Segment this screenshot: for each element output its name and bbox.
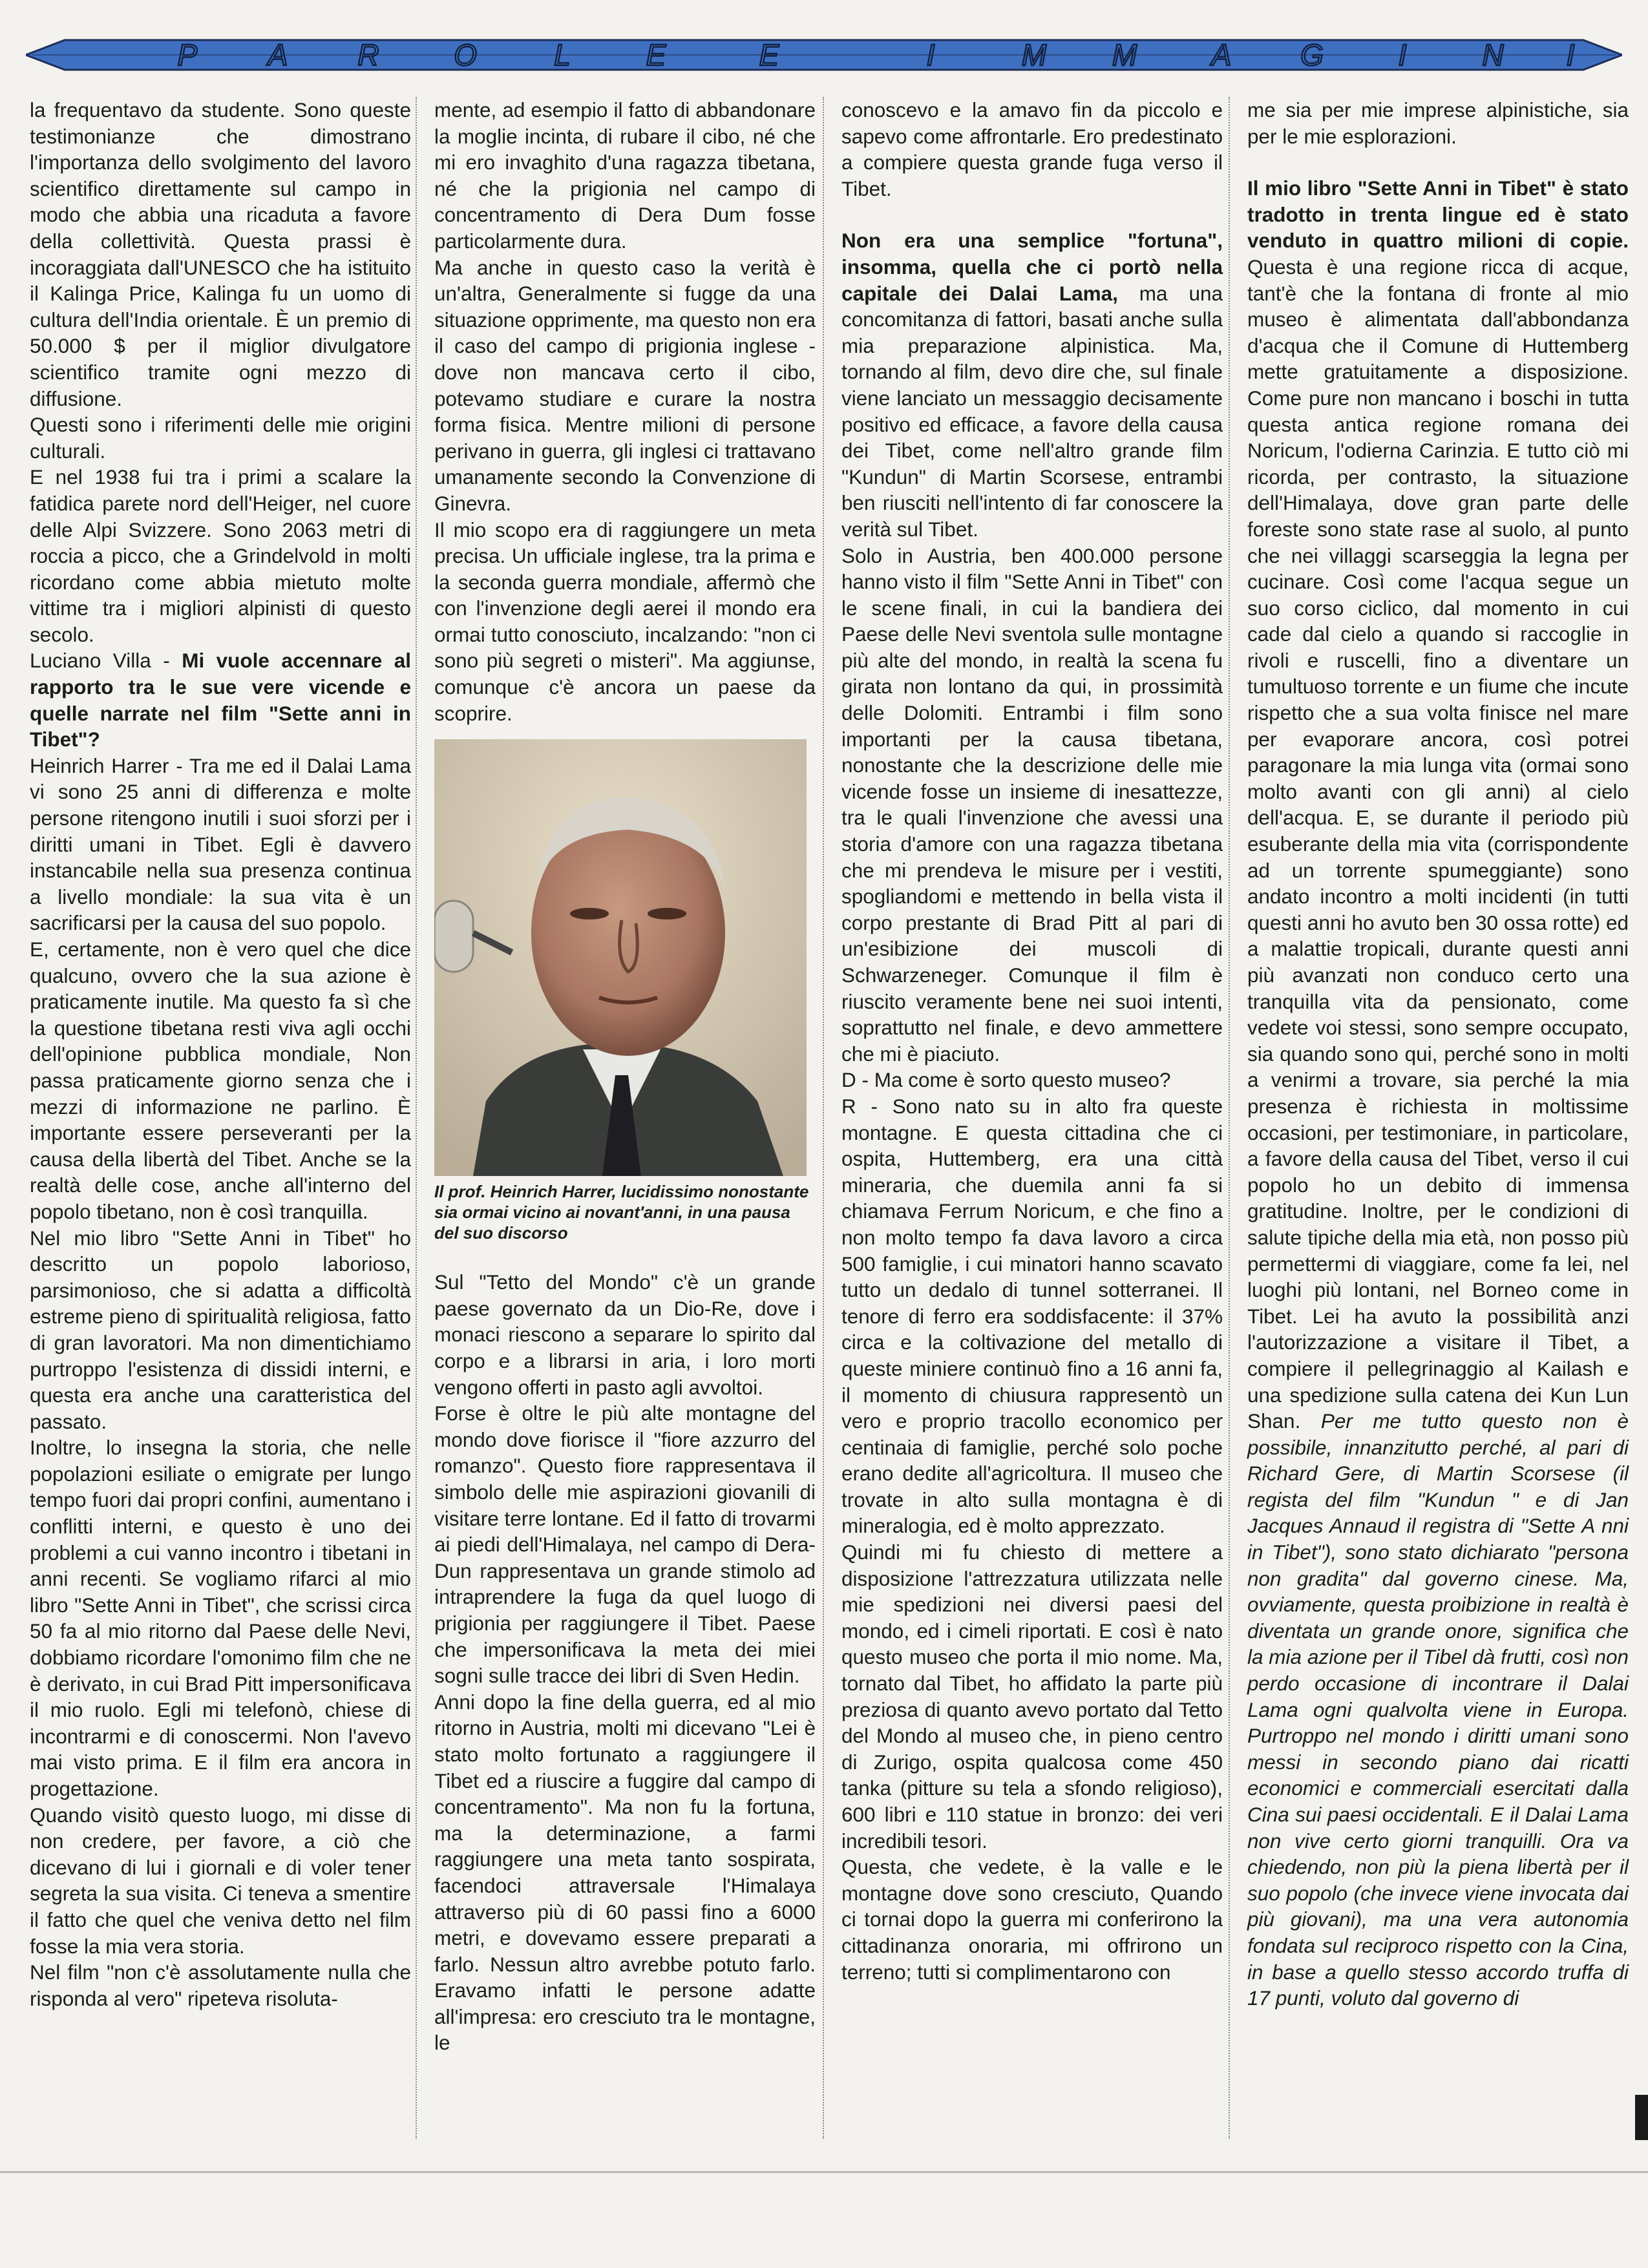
paragraph-text: Luciano Villa - [30, 649, 182, 673]
article-paragraph [30, 1959, 411, 2011]
bottom-rule [0, 2171, 1648, 2173]
article-paragraph [434, 255, 816, 517]
article-paragraph [841, 1539, 1223, 1854]
paragraph-text: Questa, che vedete, è la valle e le montagne dove sono cresciuto, Quando ci tornai dopo la guerra mi conferirono la cittadinanza onoraria, mi offrirono un terreno; tutti si complimentarono con [841, 1855, 1223, 1984]
article-paragraph [841, 227, 1223, 542]
banner-letter: M [1112, 38, 1137, 72]
banner-letter: G [1300, 38, 1324, 72]
article-paragraph [30, 1434, 411, 1801]
article-paragraph [1247, 97, 1629, 149]
paragraph-text: conoscevo e la amavo fin da piccolo e sapevo come affrontarle. Ero predestinato a compiere questa grande fuga verso il Tibet. [841, 98, 1223, 200]
banner-letter: L [554, 38, 571, 72]
article-paragraph [30, 647, 411, 752]
italic-text: Per me tutto questo non è possibile, innanzitutto perché, al pari di Richard Gere, di Martin Scorsese (il regista del film "Kundun " e di Jan Jacques Annaud il registra di "Sette A nni in Tibet"), sono stato dichiarato "persona non gradita" dal governo cinese. Ma, ovviamente, questa proibizione in realtà è diventata un grande onore, significa che la mia azione per il Tibel dà frutti, così non perdo occasione di incontrare il Dalai Lama ogni qualvolta viene in Europa. Purtroppo nel mondo i diritti umani sono messi in secondo piano dai ricatti economici e commerciali esercitati dalla Cina sui paesi occidentali. E il Dalai Lama non vive certo giorni tranquilli. Ora va chiedendo, non più la piena libertà per il suo popolo (che invece viene invocata dai più giovani), ma una vera autonomia fondata sul reciproco rispetto con la Cina, in base a quello stesso accordo truffa di 17 punti, voluto dal governo di [1247, 1409, 1629, 2010]
paragraph-text: E nel 1938 fui tra i primi a scalare la fatidica parete nord dell'Heiger, nel cuore delle Alpi Svizzere. Sono 2063 metri di roccia a picco, che a Grindelvold in molti ricordano come abbia mietuto molte vittime tra i migliori alpinisti di questo secolo. [30, 465, 411, 646]
column-rule [416, 97, 417, 2139]
article-paragraph [30, 412, 411, 464]
paragraph-text: Heinrich Harrer - Tra me ed il Dalai Lama vi sono 25 anni di differenza e molte persone ritengono inutili i suoi sforzi per i diritti umani in Tibet. Egli è davvero instancabile nella sua presenza continua a livello mondiale: la sua vita è un sacrificarsi per la causa del suo popolo. [30, 753, 411, 935]
banner-letter: N [1482, 38, 1504, 72]
banner-letter: P [177, 38, 198, 72]
paragraph-text: ma una concomitanza di fattori, basati anche sulla mia preparazione alpinistica. Ma, tornando al film, devo dire che, sul finale viene lanciato un messaggio decisamente positivo ed efficace, a favore della causa dei Tibet, come nell'altro grande film "Kundun" di Martin Scorsese, entrambi ben riusciti nell'intento di far conoscere la verità sul Tibet. [841, 281, 1223, 541]
banner-letter: A [1211, 38, 1232, 72]
paragraph-text: Solo in Austria, ben 400.000 persone hanno visto il film "Sette Anni in Tibet" con le scene finali, in cui la bandiera dei Paese delle Nevi sventola sulle montagne più alte del mondo, in realtà la scena fu girata non lontano da qui, in prossimità delle Dolomiti. Entrambi i film sono importanti per la causa tibetana, nonostante che la descrizione delle mie vicende fosse un insieme di inesattezze, tra le quali l'invenzione che avessi una storia d'amore con una ragazza tibetana che mi prendeva le misure per i vestiti, spogliandomi e mettendo in bella vista il corpo prestante di Brad Pitt al pari di un'esibizione dei muscoli di Schwarzeneger. Comunque il film è riuscito veramente bene nei suoi intenti, soprattutto nel finale, e devo ammettere che mi è piaciuto. [841, 543, 1223, 1066]
page-edge-mark [1635, 2095, 1648, 2140]
column-rule [823, 97, 824, 2139]
bold-text: Mi vuole accennare al rapporto tra le sue vere vicende e quelle narrate nel film "Sette anni in Tibet"? [30, 649, 411, 751]
paragraph-text: mente, ad esempio il fatto di abbandonare la moglie incinta, di rubare il cibo, né che mi ero invaghito d'una ragazza tibetana, né che la prigionia nel campo di concentramento di Dera Dum fosse particolarmente dura. [434, 98, 816, 253]
bold-text: Il mio libro "Sette Anni in Tibet" è stato tradotto in trenta lingue ed è stato venduto in quattro milioni di copie. [1247, 176, 1629, 253]
banner-letter: I [1566, 38, 1575, 72]
paragraph-text: Anni dopo la fine della guerra, ed al mio ritorno in Austria, molti mi dicevano "Lei è stato molto fortunato a raggiungere il Tibet ed a riuscire a fuggire dal campo di concentramento". Ma non fu la fortuna, ma la determinazione, a farmi raggiungere una meta tanto sospirata, facendoci attraversale l'Himalaya attraverso più di 60 passi fino a 6000 metri, e dovevamo essere preparati a farlo. Nessun altro avrebbe potuto farlo. Eravamo infatti le persone adatte all'impresa: ero cresciuto tra le montagne, le [434, 1690, 816, 2055]
text-column-2 [434, 97, 816, 2056]
banner-letter: M [1021, 38, 1047, 72]
article-paragraph [30, 1225, 411, 1435]
paragraph-text: Ma anche in questo caso la verità è un'altra, Generalmente si fugge da una situazione opprimente, ma questo non era il caso del campo di prigionia inglese - dove non mancava certo il cibo, potevamo studiare e curare la nostra forma fisica. Mentre milioni di persone perivano in guerra, gli inglesi ci trattavano umanamente secondo la Convenzione di Ginevra. [434, 255, 816, 515]
portrait-photo [434, 739, 807, 1176]
text-column-1 [30, 97, 411, 2011]
banner-letter: I [1398, 38, 1407, 72]
article-paragraph [841, 1093, 1223, 1539]
paragraph-text: la frequentavo da studente. Sono queste testimonianze che dimostrano l'importanza dello svolgimento del lavoro scientifico direttamente sul campo in modo che abbia una ricaduta a favore della collettività. Questa prassi è incoraggiata dall'UNESCO che ha istituito il Kalinga Price, Kalinga fu un uomo di cultura dell'India orientale. È un premio di 50.000 $ per il miglior divulgatore scientifico tramite ogni mezzo di diffusione. [30, 98, 411, 410]
paragraph-text: D - Ma come è sorto questo museo? [841, 1068, 1171, 1092]
paragraph-text: Nel mio libro "Sette Anni in Tibet" ho descritto un popolo laborioso, parsimonioso, che si adatta a difficoltà estreme pieno di spiritualità religiosa, fatto di gran lavoratori. Ma non dimentichiamo purtroppo l'esistenza di dissidi interni, e questa era anche una caratteristica del passato. [30, 1226, 411, 1433]
article-paragraph [841, 543, 1223, 1067]
paragraph-text: Sul "Tetto del Mondo" c'è un grande paese governato da un Dio-Re, dove i monaci riescono a separare lo spirito dal corpo e a librarsi in aria, i loro morti vengono offerti in pasto agli avvoltoi. [434, 1270, 816, 1399]
article-paragraph [434, 1689, 816, 2056]
paragraph-text: Questi sono i riferimenti delle mie origini culturali. [30, 413, 411, 463]
article-paragraph [434, 517, 816, 727]
paragraph-text: Inoltre, lo insegna la storia, che nelle popolazioni esiliate o emigrate per lungo tempo fuori dai propri confini, aumentano i conflitti interni, e questo è uno dei problemi a cui vanno incontro i tibetani in anni recenti. Se vogliamo rifarci al mio libro "Sette Anni in Tibet", che scrissi circa 50 fa al mio ritorno dal Paese delle Nevi, dobbiamo ricordare l'omonimo film che ne è derivato, in cui Brad Pitt impersonificava il mio ruolo. Egli mi telefonò, chiese di incontrarmi e di conoscermi. Non l'avevo mai visto prima. E il film era ancora in progettazione. [30, 1436, 411, 1800]
banner-letter: I [926, 38, 935, 72]
banner-letter: O [454, 38, 477, 72]
article-paragraph [30, 97, 411, 412]
banner-letter: E [759, 38, 779, 72]
article-paragraph [30, 1802, 411, 1960]
article-paragraph [841, 97, 1223, 202]
banner-letter: E [646, 38, 666, 72]
text-column-3 [841, 97, 1223, 1985]
article-paragraph [434, 1269, 816, 1400]
banner-letter: R [357, 38, 379, 72]
paragraph-text: Questa è una regione ricca di acque, tant'è che la fontana di fronte al mio museo è alimentata dall'abbondanza d'acqua che il Comune di Huttemberg mette gratuitamente a disposizione. Come pure non mancano i boschi in tutta questa antica regione romana dei Noricum, l'odierna Carinzia. E tutto ciò mi ricorda, per contrasto, la situazione dell'Himalaya, dove gran parte delle foreste sono state rase al suolo, al punto che nei villaggi scarseggia la legna per cucinare. Così come l'acqua segue un suo corso ciclico, dal momento in cui cade dal cielo a quando si raccoglie in rivoli e ruscelli, fino a diventare un tumultuoso torrente e un fiume che incute rispetto che a sua volta finisce nel mare per evaporare ancora, così potrei paragonare la mia lunga vita (ormai sono molto avanti con gli anni) al cielo dell'acqua. E, se durante il periodo più esuberante della mia vita (corrispondente ad un torrente spumeggiante) sono andato incontro a molti incidenti (in tutti questi anni ho avuto ben 30 ossa rotte) ed a malattie tropicali, durante questi anni più avanzati non conduco certo una tranquilla vita da pensionato, come vedete voi stessi, sono sempre occupato, sia quando sono qui, perché sono in molti a venirmi a trovare, sia perché la mia presenza è richiesta in moltissime occasioni, per testimoniare, in particolare, a favore della causa del Tibet, verso il cui popolo ho un debito di immensa gratitudine. Inoltre, per le condizioni di salute tipiche della mia età, non posso più permettermi di viaggiare, come fa lei, nel luoghi più lontani, nel Borneo come in Tibet. Lei ha avuto la possibilità anzi l'autorizzazione a visitare il Tibet, a compiere il pellegrinaggio al Kailash e una spedizione sulla catena dei Kun Lun Shan. [1247, 255, 1629, 1433]
paragraph-text: R - Sono nato su in alto fra queste montagne. E questa cittadina che ci ospita, Huttemberg, era una città mineraria, che duemila anni fa si chiamava Ferrum Noricum, e che fino a non molto tempo fa dava lavoro a circa 500 famiglie, i cui minatori hanno scavato tutto un dedalo di tunnel sotterranei. Il tenore di ferro era soddisfacente: il 37% circa e la coltivazione del metallo di queste miniere continuò fino a 16 anni fa, il momento di chiusura rappresentò un vero e proprio tracollo economico per centinaia di famiglie, perché solo poche erano dedite all'agricoltura. Il museo che trovate in alto sulla montagna è di mineralogia, ed è molto apprezzato. [841, 1094, 1223, 1538]
paragraph-text: Nel film "non c'è assolutamente nulla che risponda al vero" ripeteva risoluta- [30, 1960, 411, 2010]
article-paragraph [30, 936, 411, 1225]
paragraph-text: E, certamente, non è vero quel che dice qualcuno, ovvero che la sua azione è praticamente inutile. Ma questo fa sì che la questione tibetana resti viva agli occhi dell'opinione pubblica mondiale, Non passa praticamente giorno senza che i mezzi di informazione ne parlino. È importante essere perseveranti per la causa della libertà del Tibet. Anche se la realtà delle cose, anche all'interno del popolo tibetano, non è così tranquilla. [30, 938, 411, 1223]
photo-caption: Il prof. Heinrich Harrer, lucidissimo nonostante sia ormai vicino ai novant'anni, in una pausa del suo discorso [434, 1182, 809, 1243]
column-rule [1229, 97, 1230, 2139]
banner-letter: A [268, 38, 288, 72]
article-paragraph [30, 753, 411, 936]
bold-text: Non era una semplice "fortuna", insomma, quella che ci portò nella capitale dei Dalai Lama, [841, 229, 1223, 305]
article-paragraph [841, 1067, 1223, 1093]
section-banner [26, 35, 1622, 75]
article-paragraph [841, 1854, 1223, 1985]
paragraph-text: Forse è oltre le più alte montagne del mondo dove fiorisce il "fiore azzurro del romanzo". Questo fiore rappresentava il simbolo delle mie aspirazioni giovanili di visitare terre lontane. Ed il fatto di trovarmi ai piedi dell'Himalaya, nel campo di Dera-Dun rappresentava un grande stimolo ad intraprendere la fuga da quel luogo di prigionia per raggiungere il Tibet. Paese che impersonificava la meta dei miei sogni sulle tracce dei libri di Sven Hedin. [434, 1402, 816, 1688]
article-paragraph [434, 97, 816, 255]
paragraph-text: me sia per mie imprese alpinistiche, sia per le mie esplorazioni. [1247, 98, 1629, 148]
paragraph-text: Il mio scopo era di raggiungere un meta precisa. Un ufficiale inglese, tra la prima e la seconda guerra mondiale, affermò che con l'invenzione degli aerei il mondo era ormai tutto conosciuto, incalzando: "non ci sono più segreti o misteri". Ma aggiunse, comunque c'è ancora un paese da scoprire. [434, 518, 816, 725]
article-paragraph [1247, 175, 1629, 2011]
text-column-4 [1247, 97, 1629, 2011]
paragraph-text: Quindi mi fu chiesto di mettere a disposizione l'attrezzatura utilizzata nelle mie spedizioni nei diversi paesi del mondo, ed i cimeli riportati. E così è nato questo museo che porta il mio nome. Ma, tornato dal Tibet, ho affidato la parte più preziosa di quanto avevo portato dal Tetto del Mondo al museo che, in pieno centro di Zurigo, ospita qualcosa come 450 tanka (pitture su tela a sfondo religioso), 600 libri e 110 statue in bronzo: dei veri incredibili tesori. [841, 1540, 1223, 1853]
article-paragraph [434, 1400, 816, 1689]
article-paragraph [30, 464, 411, 647]
paragraph-text: Quando visitò questo luogo, mi disse di non credere, per favore, a ciò che dicevano di lui i giornali e di voler tener segreta la sua visita. Ci teneva a smentire il fatto che quel che veniva detto nel film fosse la mia vera storia. [30, 1803, 411, 1958]
